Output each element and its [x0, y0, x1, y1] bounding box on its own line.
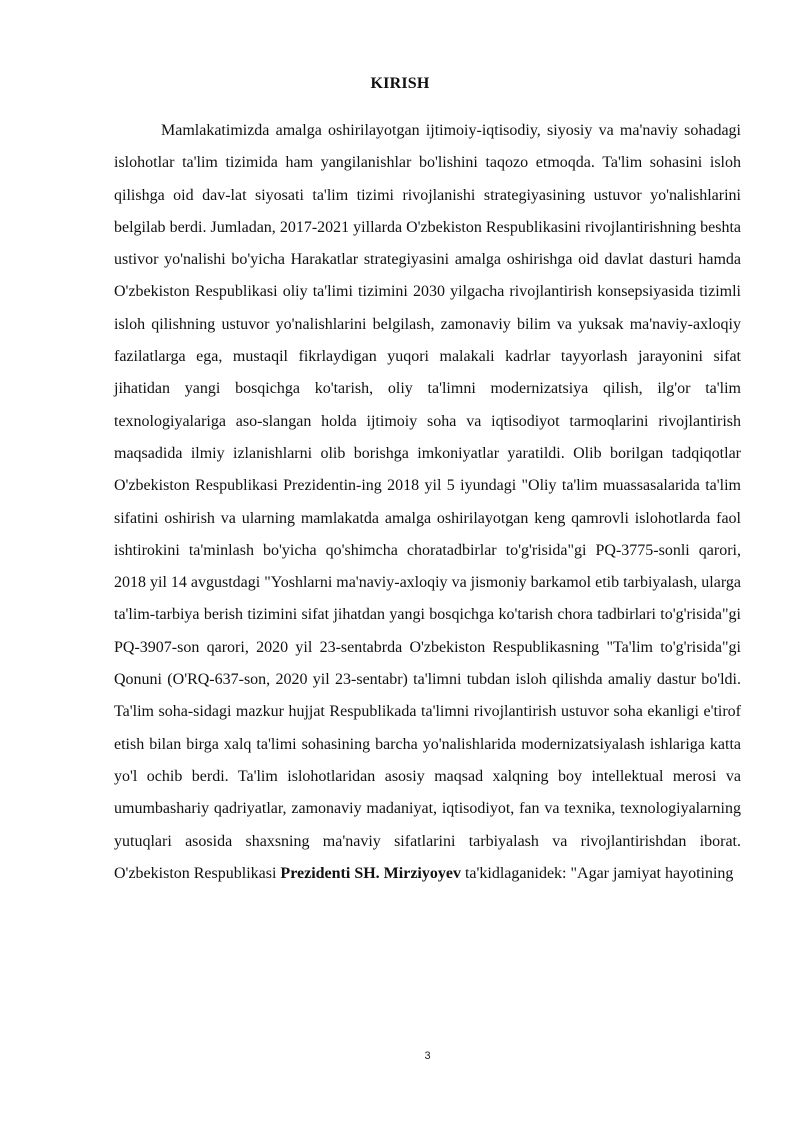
paragraph-text-end: ta'kidlaganidek: "Agar jamiyat hayotining	[460, 864, 734, 882]
body-paragraph	[114, 115, 741, 890]
president-name: Prezidenti SH. Mirziyoyev	[280, 864, 461, 882]
page-number: 3	[424, 1050, 431, 1062]
paragraph-text-start: Mamlakatimizda amalga oshirilayotgan ijtimoiy-iqtisodiy, siyosiy va ma'naviy sohadagi islohotlar ta'lim tizimida ham yangilanishlar bo'lishini taqozo etmoqda. Ta'lim sohasini isloh qilishga oid dav-lat siyosati ta'lim tizimi rivojlanishi strategiyasining ustuvor yo'nalishlarini belgilab berdi. Jumladan, 2017-2021 yillarda O'zbekiston Respublikasini rivojlantirishning beshta ustivor yo'nalishi bo'yicha Harakatlar strategiyasini amalga oshirishga oid davlat dasturi hamda O'zbekiston Respublikasi oliy ta'limi tizimini 2030 yilgacha rivojlantirish konsepsiyasida tizimli isloh qilishning ustuvor yo'nalishlarini belgilash, zamonaviy bilim va yuksak ma'naviy-axloqiy fazilatlarga ega, mustaqil fikrlaydigan yuqori malakali kadrlar tayyorlash jarayonini sifat jihatidan yangi bosqichga ko'tarish, oliy ta'limni modernizatsiya qilish, ilg'or ta'lim texnologiyalariga aso-slangan holda ijtimoiy soha va iqtisodiyot tarmoqlarini rivojlantirish maqsadida ilmiy izlanishlarni olib borishga imkoniyatlar yaratildi. Olib borilgan tadqiqotlar O'zbekiston Respublikasi Prezidentin-ing 2018 yil 5 iyundagi "Oliy ta'lim muassasalarida ta'lim sifatini oshirish va ularning mamlakatda amalga oshirilayotgan keng qamrovli islohotlarda faol ishtirokini ta'minlash bo'yicha qo'shimcha choratadbirlar to'g'risida"gi PQ-3775-sonli qarori, 2018 yil 14 avgustdagi "Yoshlarni ma'naviy-axloqiy va jismoniy barkamol etib tarbiyalash, ularga ta'lim-tarbiya berish tizimini sifat jihatdan yangi bosqichga ko'tarish chora tadbirlari to'g'risida"gi PQ-3907-son qarori, 2020 yil 23-sentabrda O'zbekiston Respublikasning "Ta'lim to'g'risida"gi Qonuni (O'RQ-637-son, 2020 yil 23-sentabr) ta'limni tubdan isloh qilishda amaliy dastur bo'ldi. Ta'lim soha-sidagi mazkur hujjat Respublikada ta'limni rivojlantirish ustuvor soha ekanligi e'tirof etish bilan birga xalq ta'limi sohasining barcha yo'nalishlarida modernizatsiyalash ishlariga katta yo'l ochib berdi. Ta'lim islohotlaridan asosiy maqsad xalqning boy intellektual merosi va umumbashariy qadriyatlar, zamonaviy madaniyat, iqtisodiyot, fan va texnika, texnologiyalarning yutuqlari asosida shaxsning ma'naviy sifatlarini tarbiyalash va rivojlantirishdan iborat. O'zbekiston Respublikasi	[114, 122, 741, 882]
section-title: KIRISH	[370, 75, 430, 92]
